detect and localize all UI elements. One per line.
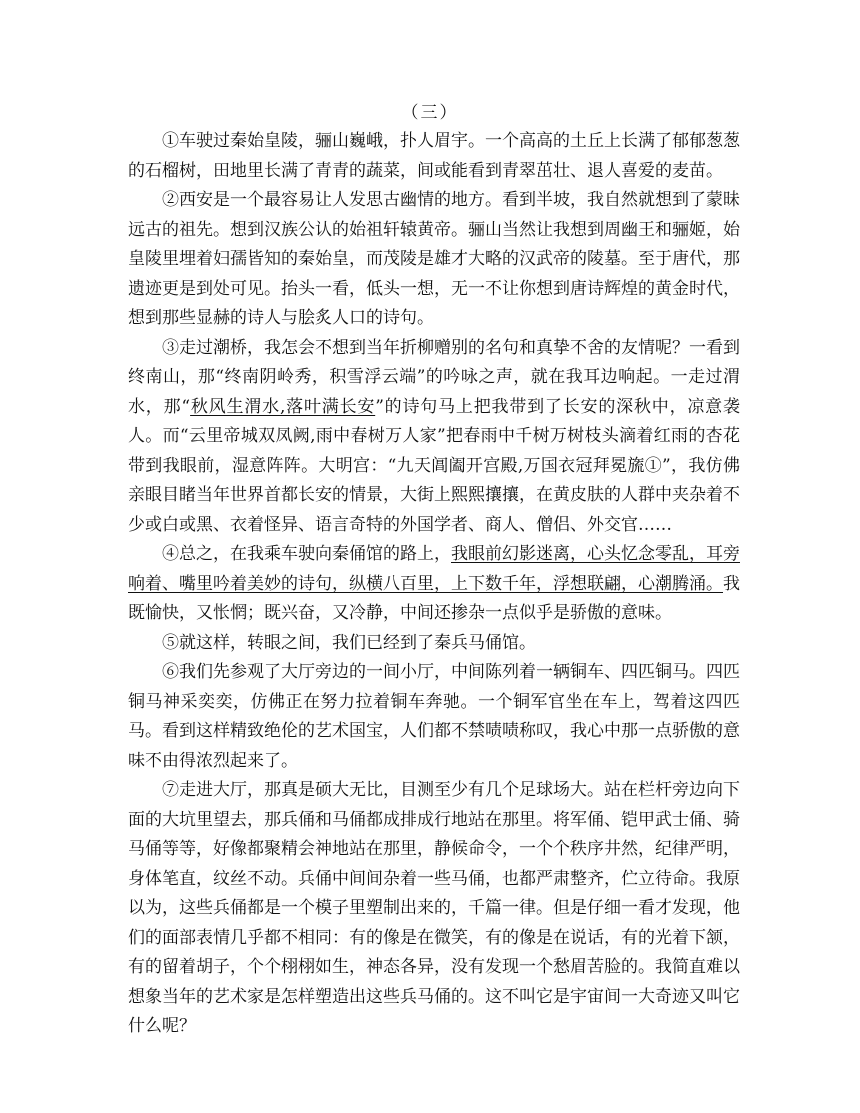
paragraph-7: ⑦走进大厅，那真是硕大无比，目测至少有几个足球场大。站在栏杆旁边向下面的大坑里望去，那兵俑和马俑都成排成行地站在那里。将军俑、铠甲武士俑、骑马俑等等，好像都聚精会神地站在那里，静候命令，一个个秩序井然，纪律严明，身体笔直，纹丝不动。兵俑中间间杂着一些马俑，也都严肃整齐，伫立待命。我原以为，这些兵俑都是一个模子里塑制出来的，千篇一律。但是仔细一看才发现，他们的面部表情几乎都不相同：有的像是在微笑，有的像是在说话，有的光着下颔，有的留着胡子，个个栩栩如生，神态各异，没有发现一个愁眉苦脸的。我简直难以想象当年的艺术家是怎样塑造出这些兵马俑的。这不叫它是宇宙间一大奇迹又叫它什么呢？	[128, 780, 740, 1036]
underlined-sentence: 我眼前幻影迷离，心头忆念零乱，耳旁响着、嘴里吟着美妙的诗句，纵横八百里，上下数千年，浮想联翩，心潮腾涌。	[128, 544, 740, 594]
paragraph-4	[128, 540, 740, 629]
paragraph-5: ⑤就这样，转眼之间，我们已经到了秦兵马俑馆。	[162, 632, 536, 653]
paragraph-1: ①车驶过秦始皇陵，骊山巍峨，扑人眉宇。一个高高的土丘上长满了郁郁葱葱的石榴树，田地里长满了青青的蔬菜，间或能看到青翠茁壮、退人喜爱的麦苗。	[128, 131, 740, 181]
paragraph-2: ②西安是一个最容易让人发思古幽情的地方。看到半坡，我自然就想到了蒙昧远古的祖先。想到汉族公认的始祖轩辕黄帝。骊山当然让我想到周幽王和骊姬，始皇陵里埋着妇孺皆知的秦始皇，而茂陵是雄才大略的汉武帝的陵墓。至于唐代，那遗迹更是到处可见。抬头一看，低头一想，无一不让你想到唐诗辉煌的黄金时代，想到那些显赫的诗人与脍炙人口的诗句。	[128, 190, 740, 328]
section-title: （三）	[401, 103, 459, 123]
underlined-quote: 秋风生渭水,落叶满长安	[190, 396, 376, 417]
article-body	[128, 127, 740, 1042]
paragraph-4-text-b: 我既愉快，又怅惘；既兴奋，又冷静，中间还掺杂一点似乎是骄傲的意味。	[128, 573, 740, 623]
paragraph-3-text-a: ③走过潮桥，我怎会不想到当年折柳赠别的名句和真挚不舍的友情呢？一看到终南山，那“终南阴岭秀，积雪浮云端”的吟咏之声，就在我耳边响起。一走过渭水，那“	[128, 337, 740, 417]
paragraph-3	[128, 334, 740, 541]
paragraph-3-text-b: ”的诗句马上把我带到了长安的深秋中，凉意袭人。而“云里帝城双凤阙,雨中春树万人家”把春雨中千树万树枝头滴着红雨的杏花带到我眼前，湿意阵阵。大明宫：“九天阊阖开宫殿,万国衣冠拜冕旒①”，我仿佛亲眼目睹当年世界首都长安的情景，大街上熙熙攘攘，在黄皮肤的人群中夹杂着不少或白或黑、衣着怪异、语言奇特的外国学者、商人、僧侣、外交官……	[128, 396, 740, 535]
paragraph-6: ⑥我们先参观了大厅旁边的一间小厅，中间陈列着一辆铜车、四匹铜马。四匹铜马神采奕奕，仿佛正在努力拉着铜车奔驰。一个铜军官坐在车上，驾着这四匹马。看到这样精致绝伦的艺术国宝，人们都不禁啧啧称叹，我心中那一点骄傲的意味不由得浓烈起来了。	[128, 662, 740, 771]
paragraph-4-text-a: ④总之，在我乘车驶向秦俑馆的路上，	[162, 544, 451, 564]
